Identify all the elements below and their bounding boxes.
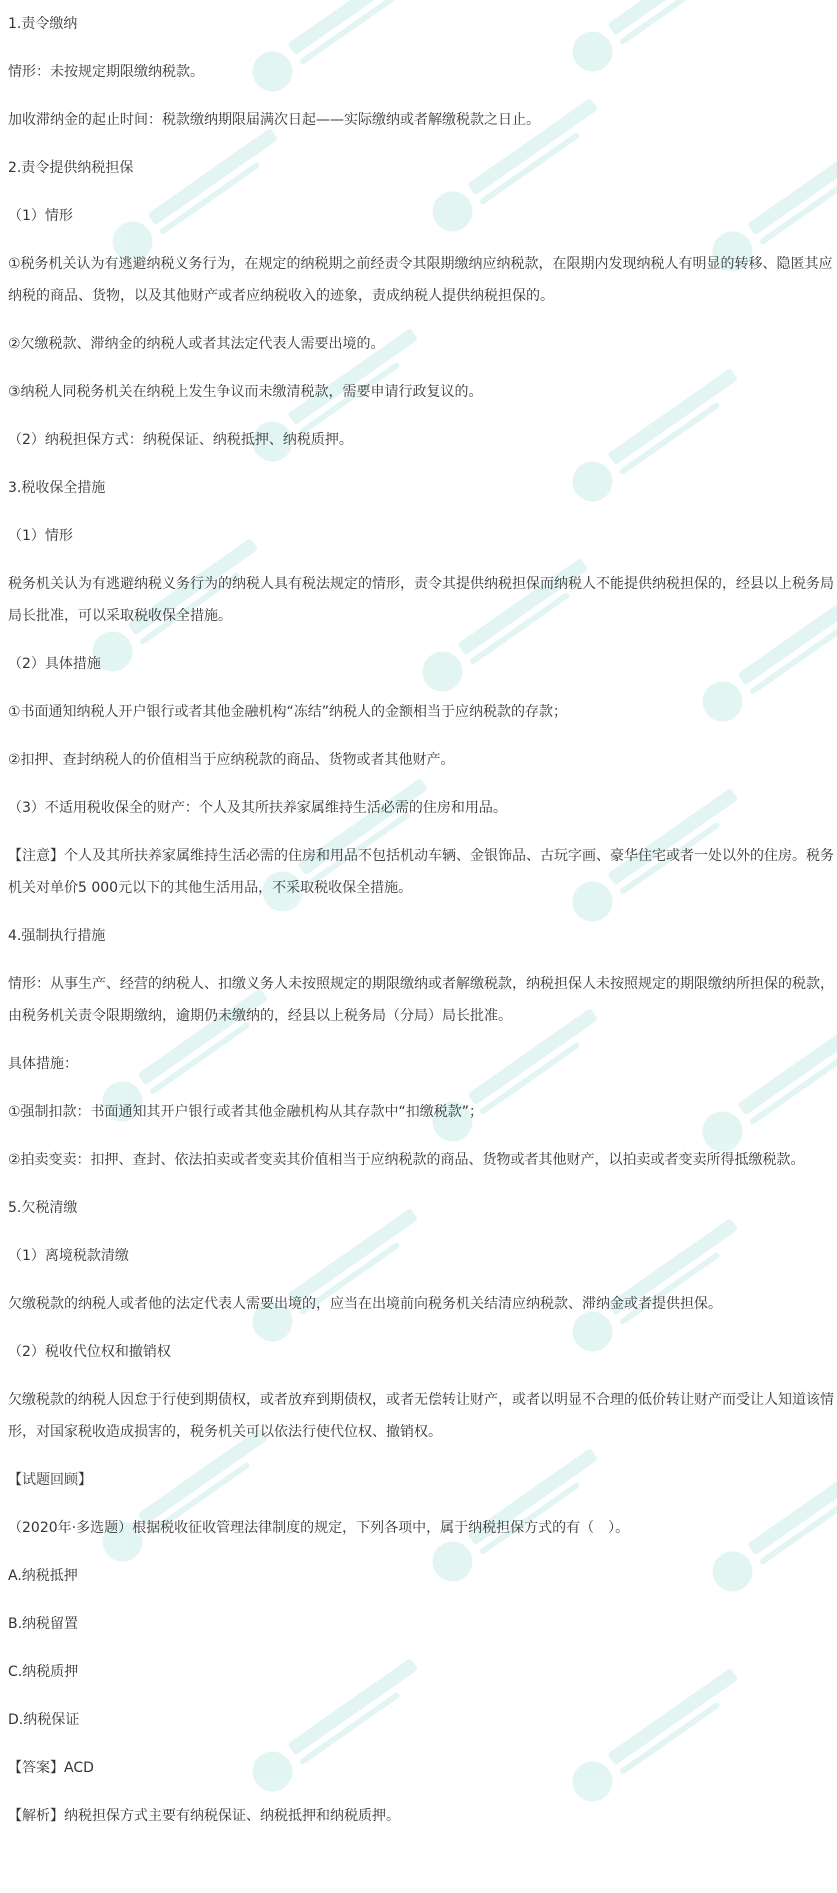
section-heading-5: 5.欠税清缴 bbox=[8, 1200, 78, 1216]
note-paragraph: 【注意】个人及其所扶养家属维持生活必需的住房和用品不包括机动车辆、金银饰品、古玩字画、豪华住宅或者一处以外的住房。税务机关对单价5 000元以下的其他生活用品，不采取税收保全措施。 bbox=[8, 848, 834, 896]
explanation: 【解析】纳税担保方式主要有纳税保证、纳税抵押和纳税质押。 bbox=[8, 1808, 400, 1824]
paragraph: 欠缴税款的纳税人或者他的法定代表人需要出境的，应当在出境前向税务机关结清应纳税款、滞纳金或者提供担保。 bbox=[8, 1296, 722, 1312]
subheading: （1）情形 bbox=[8, 528, 73, 544]
subheading: （2）具体措施 bbox=[8, 656, 101, 672]
paragraph: ①书面通知纳税人开户银行或者其他金融机构“冻结”纳税人的金额相当于应纳税款的存款； bbox=[8, 704, 568, 720]
paragraph: 情形：未按规定期限缴纳税款。 bbox=[8, 64, 204, 80]
paragraph: ①税务机关认为有逃避纳税义务行为，在规定的纳税期之前经责令其限期缴纳应纳税款，在限期内发现纳税人有明显的转移、隐匿其应纳税的商品、货物，以及其他财产或者应纳税收入的迹象，责成纳税人提供纳税担保的。 bbox=[8, 256, 833, 304]
paragraph: 欠缴税款的纳税人因怠于行使到期债权，或者放弃到期债权，或者无偿转让财产，或者以明显不合理的低价转让财产而受让人知道该情形，对国家税收造成损害的，税务机关可以依法行使代位权、撤销权。 bbox=[8, 1392, 834, 1440]
section-heading-2: 2.责令提供纳税担保 bbox=[8, 160, 134, 176]
review-heading: 【试题回顾】 bbox=[8, 1472, 92, 1488]
paragraph: ②欠缴税款、滞纳金的纳税人或者其法定代表人需要出境的。 bbox=[8, 336, 385, 352]
section-heading-1: 1.责令缴纳 bbox=[8, 16, 78, 32]
paragraph: 税务机关认为有逃避纳税义务行为的纳税人具有税法规定的情形，责令其提供纳税担保而纳税人不能提供纳税担保的，经县以上税务局局长批准，可以采取税收保全措施。 bbox=[8, 576, 834, 624]
paragraph: 加收滞纳金的起止时间：税款缴纳期限届满次日起——实际缴纳或者解缴税款之日止。 bbox=[8, 112, 540, 128]
subheading: 具体措施： bbox=[8, 1056, 78, 1072]
paragraph: 情形：从事生产、经营的纳税人、扣缴义务人未按照规定的期限缴纳或者解缴税款，纳税担保人未按照规定的期限缴纳所担保的税款，由税务机关责令限期缴纳，逾期仍未缴纳的，经县以上税务局（分局）局长批准。 bbox=[8, 976, 834, 1024]
paragraph: ①强制扣款：书面通知其开户银行或者其他金融机构从其存款中“扣缴税款”； bbox=[8, 1104, 484, 1120]
subheading: （1）离境税款清缴 bbox=[8, 1248, 129, 1264]
answer: 【答案】ACD bbox=[8, 1760, 94, 1776]
paragraph: ②拍卖变卖：扣押、查封、依法拍卖或者变卖其价值相当于应纳税款的商品、货物或者其他财产，以拍卖或者变卖所得抵缴税款。 bbox=[8, 1152, 805, 1168]
option-d: D.纳税保证 bbox=[8, 1712, 80, 1728]
option-a: A.纳税抵押 bbox=[8, 1568, 78, 1584]
paragraph: ③纳税人同税务机关在纳税上发生争议而未缴清税款，需要申请行政复议的。 bbox=[8, 384, 483, 400]
subheading: （1）情形 bbox=[8, 208, 73, 224]
paragraph: （2）纳税担保方式：纳税保证、纳税抵押、纳税质押。 bbox=[8, 432, 353, 448]
paragraph: （3）不适用税收保全的财产：个人及其所扶养家属维持生活必需的住房和用品。 bbox=[8, 800, 507, 816]
option-b: B.纳税留置 bbox=[8, 1616, 79, 1632]
option-c: C.纳税质押 bbox=[8, 1664, 79, 1680]
section-heading-3: 3.税收保全措施 bbox=[8, 480, 106, 496]
paragraph: ②扣押、查封纳税人的价值相当于应纳税款的商品、货物或者其他财产。 bbox=[8, 752, 455, 768]
section-heading-4: 4.强制执行措施 bbox=[8, 928, 106, 944]
subheading: （2）税收代位权和撤销权 bbox=[8, 1344, 171, 1360]
question-stem: （2020年·多选题）根据税收征收管理法律制度的规定，下列各项中，属于纳税担保方式的有（ ）。 bbox=[8, 1520, 630, 1536]
